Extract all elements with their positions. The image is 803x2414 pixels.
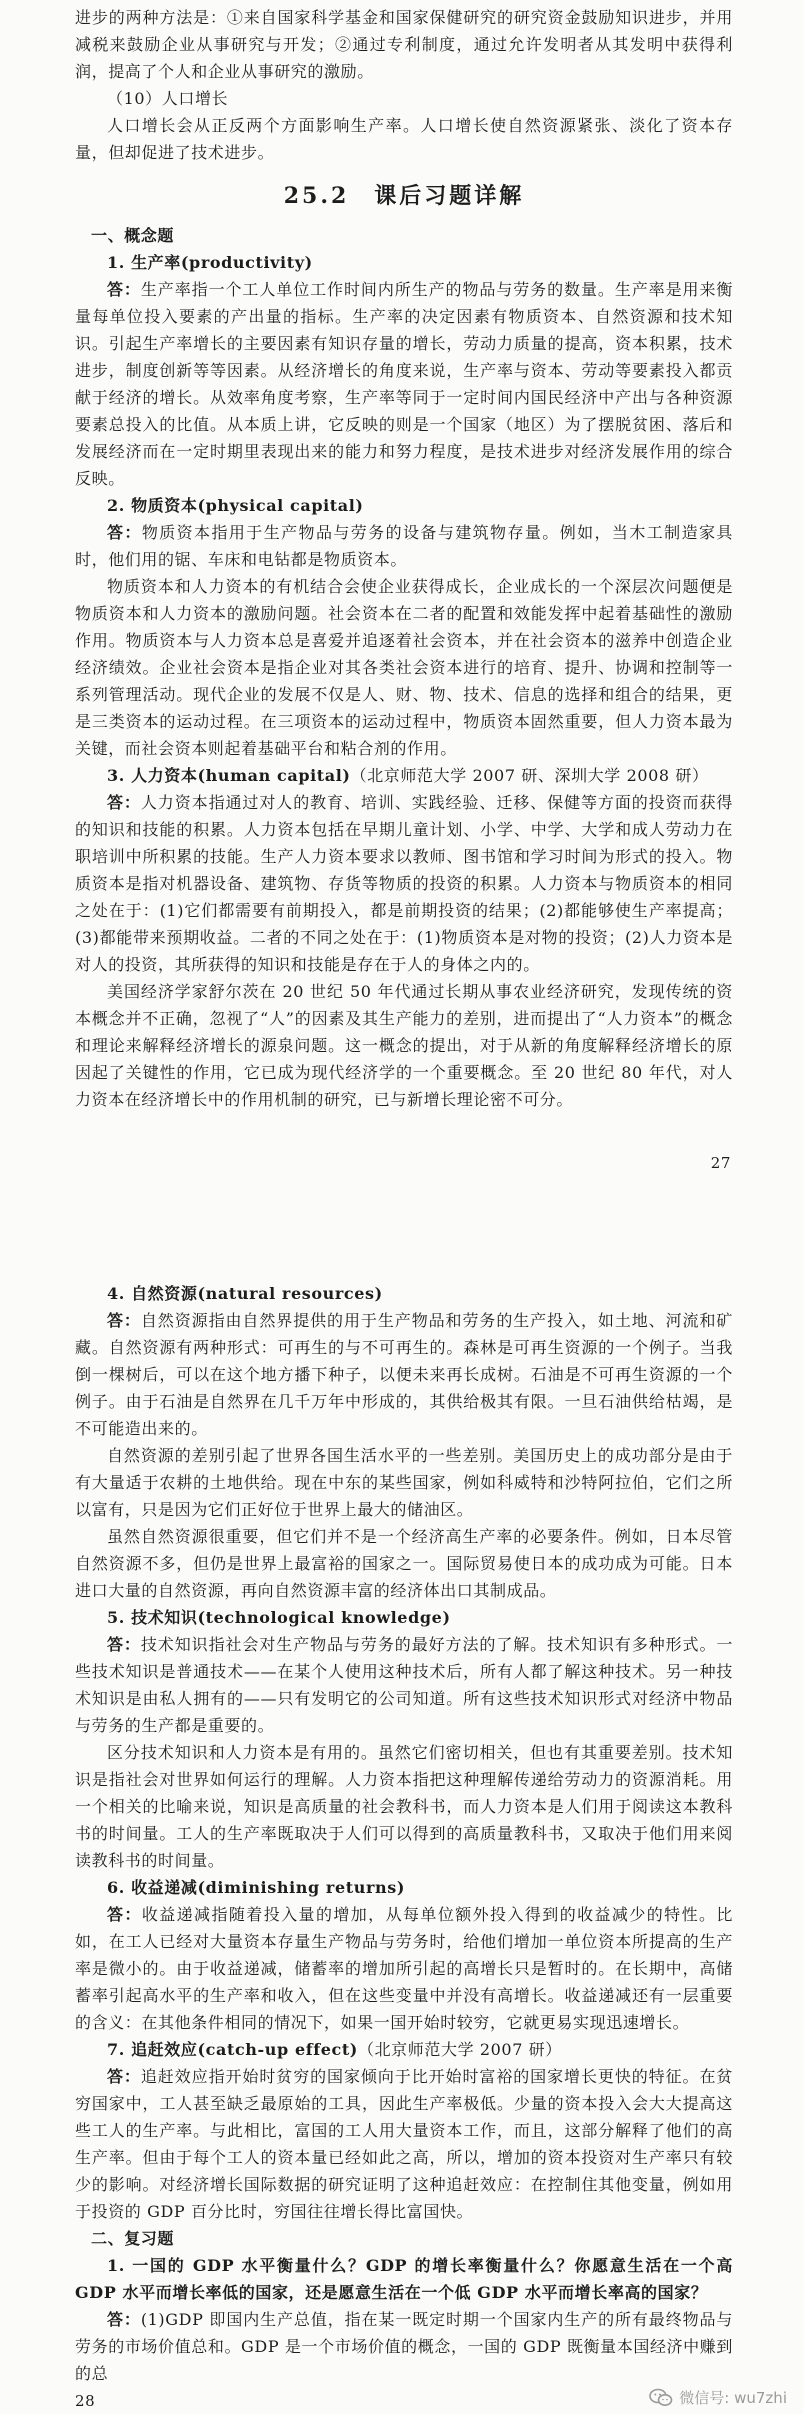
answer-natural-resources <box>75 1307 733 1442</box>
answer-text: 物质资本指用于生产物品与劳务的设备与建筑物存量。例如，当木工制造家具时，他们用的锯、车床和电钻都是物质资本。 <box>75 523 733 569</box>
term-title-catch-up-effect <box>75 2036 733 2063</box>
review-question-1: 1. 一国的 GDP 水平衡量什么？GDP 的增长率衡量什么？你愿意生活在一个高 GDP 水平而增长率低的国家，还是愿意生活在一个低 GDP 水平而增长率高的国家？ <box>75 2256 733 2302</box>
answer-text: (1)GDP 即国内生产总值，指在某一既定时期一个国家内生产的所有最终物品与劳务的市场价值总和。GDP 是一个市场价值的概念，一国的 GDP 既衡量本国经济中赚到的总 <box>75 2310 733 2383</box>
answer-label: 答： <box>107 1635 141 1654</box>
answer-text: 自然资源指由自然界提供的用于生产物品和劳务的生产投入，如土地、河流和矿藏。自然资源有两种形式：可再生的与不可再生的。森林是可再生资源的一个例子。当我倒一棵树后，可以在这个地方播下种子，以便未来再长成树。石油是不可再生资源的一个例子。由于石油是自然界在几千万年中形成的，其供给极其有限。一旦石油供给枯竭，是不可能造出来的。 <box>75 1311 733 1438</box>
answer-label: 答： <box>107 523 142 542</box>
paragraph-natural-resources-extra-2: 虽然自然资源很重要，但它们并不是一个经济高生产率的必要条件。例如，日本尽管自然资源不多，但仍是世界上最富裕的国家之一。国际贸易使日本的成功成为可能。日本进口大量的自然资源，再向自然资源丰富的经济体出口其制成品。 <box>75 1527 733 1600</box>
paragraph-natural-resources-extra-1: 自然资源的差别引起了世界各国生活水平的一些差别。美国历史上的成功部分是由于有大量适于农耕的土地供给。现在中东的某些国家，例如科威特和沙特阿拉伯，它们之所以富有，只是因为它们正好位于世界上最大的储油区。 <box>75 1446 733 1519</box>
watermark-text: 微信号: wu7zhi <box>679 2389 787 2407</box>
paragraph-technological-knowledge-extra: 区分技术知识和人力资本是有用的。虽然它们密切相关，但也有其重要差别。技术知识是指社会对世界如何运行的理解。人力资本指把这种理解传递给劳动力的资源消耗。用一个相关的比喻来说，知识是高质量的社会教科书，而人力资本是人们用于阅读这本教科书的时间量。工人的生产率既取决于人们可以得到的高质量教科书，又取决于他们用来阅读教科书的时间量。 <box>75 1743 733 1870</box>
term-title-text: 6. 收益递减(diminishing returns) <box>107 1878 406 1897</box>
answer-label: 答： <box>107 793 141 812</box>
paragraph-physical-capital-extra: 物质资本和人力资本的有机结合会使企业获得成长，企业成长的一个深层次问题便是物质资本和人力资本的激励问题。社会资本在二者的配置和效能发挥中起着基础性的激励作用。物质资本与人力资本总是喜爱并追逐着社会资本，并在社会资本的滋养中创造企业经济绩效。企业社会资本是指企业对其各类社会资本进行的培育、提升、协调和控制等一系列管理活动。现代企业的发展不仅是人、财、物、技术、信息的选择和组合的结果，更是三类资本的运动过程。在三项资本的运动过程中，物质资本固然重要，但人力资本最为关键，而社会资本则起着基础平台和粘合剂的作用。 <box>75 577 733 758</box>
part-title-review: 二、复习题 <box>91 2229 175 2248</box>
answer-text: 生产率指一个工人单位工作时间内所生产的物品与劳务的数量。生产率是用来衡量每单位投入要素的产出量的指标。生产率的决定因素有物质资本、自然资源和技术知识。引起生产率增长的主要因素有知识存量的增长，劳动力质量的提高，资本积累，技术进步，制度创新等等因素。从经济增长的角度来说，生产率与资本、劳动等要素投入都贡献于经济的增长。从效率角度考察，生产率等同于一定时间内国民经济中产出与各种资源要素总投入的比值。从本质上讲，它反映的则是一个国家（地区）为了摆脱贫困、落后和发展经济而在一定时期里表现出来的能力和努力程度，是技术进步对经济发展作用的综合反映。 <box>75 280 733 488</box>
term-title-text: 1. 生产率(productivity) <box>107 253 313 272</box>
answer-label: 答： <box>107 1311 141 1330</box>
page-number: 27 <box>710 1154 731 1172</box>
term-title-text: 2. 物质资本(physical capital) <box>107 496 364 515</box>
subsection-title-population: （10）人口增长 <box>107 89 229 108</box>
population-paragraph: 人口增长会从正反两个方面影响生产率。人口增长使自然资源紧张、淡化了资本存量，但却促进了技术进步。 <box>75 116 733 162</box>
term-title-technological-knowledge <box>75 1604 733 1631</box>
term-title-diminishing-returns <box>75 1874 733 1901</box>
section-heading: 25.2 课后习题详解 <box>283 183 525 209</box>
term-title-text: 5. 技术知识(technological knowledge) <box>107 1608 451 1627</box>
term-title-physical-capital <box>75 492 733 519</box>
answer-text: 追赶效应指开始时贫穷的国家倾向于比开始时富裕的国家增长更快的特征。在贫穷国家中，工人甚至缺乏最原始的工具，因此生产率极低。少量的资本投入会大大提高这些工人的生产率。与此相比，富国的工人用大量资本工作，而且，这部分解释了他们的高生产率。但由于每个工人的资本量已经如此之高，所以，增加的资本投资对生产率只有较少的影响。对经济增长国际数据的研究证明了这种追赶效应：在控制住其他变量，例如用于投资的 GDP 百分比时，穷国往往增长得比富国快。 <box>75 2067 733 2221</box>
answer-label: 答： <box>107 280 141 299</box>
answer-text: 人力资本指通过对人的教育、培训、实践经验、迁移、保健等方面的投资而获得的知识和技能的积累。人力资本包括在早期儿童计划、小学、中学、大学和成人劳动力在职培训中所积累的技能。生产人力资本要求以教师、图书馆和学习时间为形式的投入。物质资本是指对机器设备、建筑物、存货等物质的投资的积累。人力资本与物质资本的相同之处在于：(1)它们都需要有前期投入，都是前期投资的结果；(2)都能够使生产率提高；(3)都能带来预期收益。二者的不同之处在于：(1)物质资本是对物的投资；(2)人力资本是对人的投资，其所获得的知识和技能是存在于人的身体之内的。 <box>75 793 733 974</box>
page-28-body <box>75 1280 733 2411</box>
term-title-text: 3. 人力资本(human capital) <box>107 766 351 785</box>
term-title-human-capital <box>75 762 733 789</box>
term-title-text: 7. 追赶效应(catch-up effect) <box>107 2040 358 2059</box>
term-source: （北京师范大学 2007 研、深圳大学 2008 研） <box>350 766 709 785</box>
paragraph-human-capital-extra: 美国经济学家舒尔茨在 20 世纪 50 年代通过长期从事农业经济研究，发现传统的资本概念并不正确，忽视了“人”的因素及其生产能力的差别，进而提出了“人力资本”的概念和理论来解释经济增长的源泉问题。这一概念的提出，对于从新的角度解释经济增长的原因起了关键性的作用，它已成为现代经济学的一个重要概念。至 20 世纪 80 年代，对人力资本在经济增长中的作用机制的研究，已与新增长理论密不可分。 <box>75 982 733 1109</box>
page-28 <box>0 1268 803 2414</box>
term-title-natural-resources <box>75 1280 733 1307</box>
answer-physical-capital <box>75 519 733 573</box>
answer-label: 答： <box>107 2310 141 2329</box>
part-title-concepts: 一、概念题 <box>91 226 175 245</box>
answer-label: 答： <box>107 2067 141 2086</box>
answer-text: 技术知识指社会对生产物品与劳务的最好方法的了解。技术知识有多种形式。一些技术知识是普通技术——在某个人使用这种技术后，所有人都了解这种技术。另一种技术知识是由私人拥有的——只有发明它的公司知道。所有这些技术知识形式对经济中物品与劳务的生产都是重要的。 <box>75 1635 733 1735</box>
answer-diminishing-returns <box>75 1901 733 2036</box>
term-title-productivity <box>75 249 733 276</box>
watermark <box>649 2388 787 2408</box>
page-number: 28 <box>75 2392 96 2410</box>
answer-human-capital <box>75 789 733 978</box>
answer-technological-knowledge <box>75 1631 733 1739</box>
wechat-icon <box>649 2388 673 2408</box>
term-source: （北京师范大学 2007 研） <box>357 2040 562 2059</box>
answer-text: 收益递减指随着投入量的增加，从每单位额外投入得到的收益减少的特性。比如，在工人已经对大量资本存量生产物品与劳务时，给他们增加一单位资本所提高的生产率是微小的。由于收益递减，储蓄率的增加所引起的高增长只是暂时的。在长期中，高储蓄率引起高水平的生产率和收入，但在这些变量中并没有高增长。收益递减还有一层重要的含义：在其他条件相同的情况下，如果一国开始时较穷，它就更易实现迅速增长。 <box>75 1905 733 2032</box>
answer-catch-up-effect <box>75 2063 733 2225</box>
intro-paragraph: 进步的两种方法是：①来自国家科学基金和国家保健研究的研究资金鼓励知识进步，并用减税来鼓励企业从事研究与开发；②通过专利制度，通过允许发明者从其发明中获得利润，提高了个人和企业从事研究的激励。 <box>75 8 733 81</box>
answer-productivity <box>75 276 733 492</box>
answer-review-question-1 <box>75 2306 733 2387</box>
answer-label: 答： <box>107 1905 142 1924</box>
term-title-text: 4. 自然资源(natural resources) <box>107 1284 383 1303</box>
page-27-body <box>75 4 733 1173</box>
